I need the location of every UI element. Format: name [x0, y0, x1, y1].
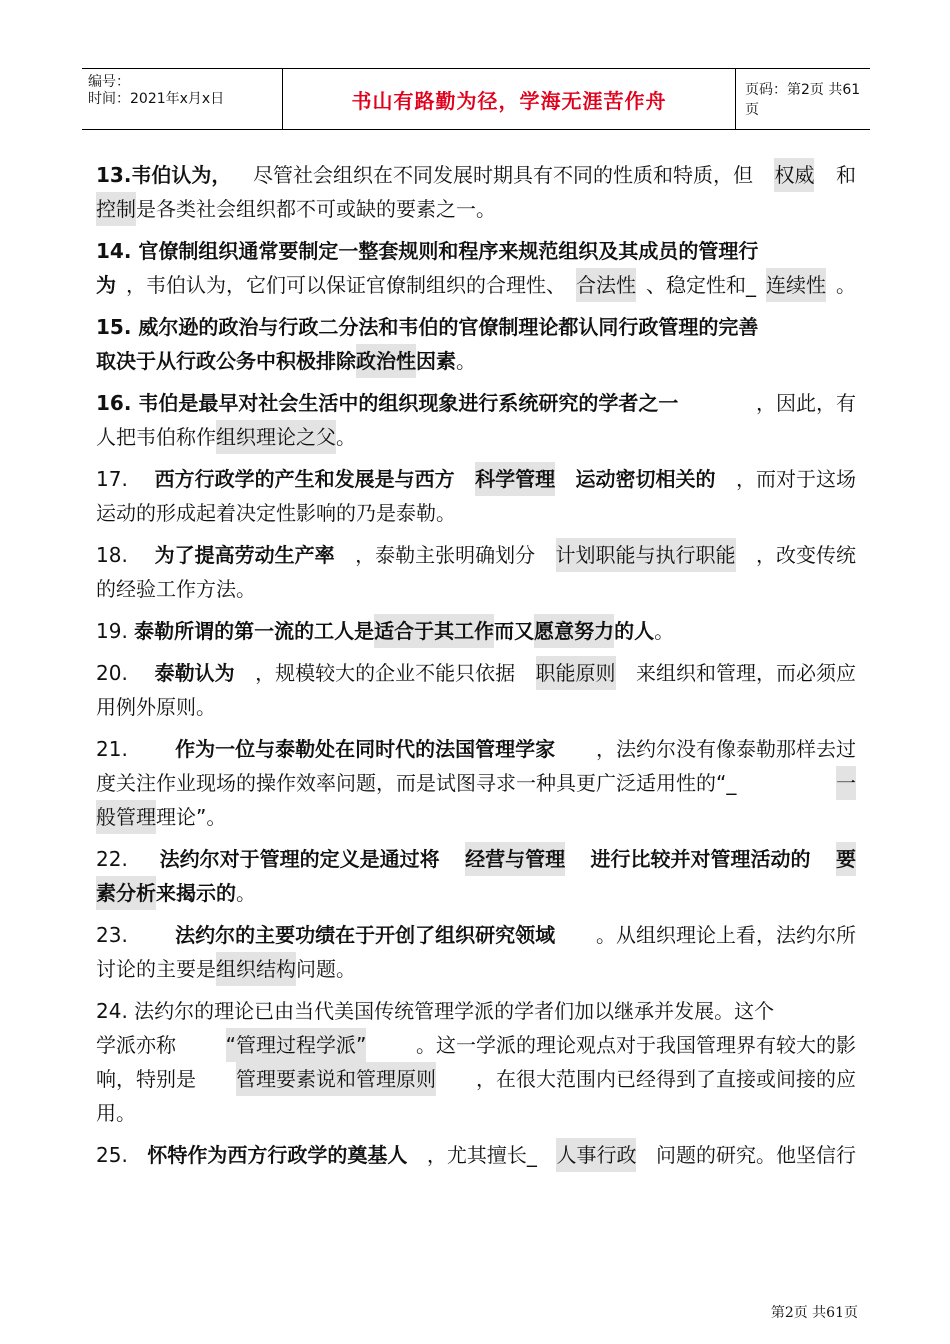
text-line	[96, 496, 856, 530]
highlighted-answer: 一	[836, 766, 856, 800]
text-segment: 学派亦称	[96, 1033, 176, 1057]
text-segment: 进行比较并对管理活动的	[590, 847, 811, 871]
text-segment: 人把韦伯称作	[96, 425, 216, 449]
text-segment: 问题的研究。他坚信行	[656, 1143, 856, 1167]
text-segment: 20.	[96, 661, 135, 685]
text-segment: 。	[654, 619, 675, 643]
text-line	[96, 268, 856, 302]
text-segment: 。	[336, 425, 356, 449]
highlighted-answer: 合法性	[576, 268, 636, 302]
text-segment: 25.	[96, 1143, 128, 1167]
text-segment: ，泰勒主张明确划分	[355, 543, 536, 567]
text-segment: 15. 威尔逊的政治与行政二分法和韦伯的官僚制理论都认同行政管理的完善	[96, 315, 759, 339]
text-segment: 和	[835, 163, 856, 187]
text-segment: 、稳定性和_	[646, 273, 756, 297]
highlighted-answer: 政治性	[356, 344, 416, 378]
text-line	[96, 1028, 856, 1062]
text-line	[96, 344, 856, 378]
text-line	[96, 614, 856, 648]
highlighted-answer: 计划职能与执行职能	[556, 538, 736, 572]
text-segment: 而又	[494, 619, 535, 643]
text-segment: 泰勒认为	[154, 661, 235, 685]
text-segment: 来组织和管理，而必须应	[635, 661, 856, 685]
text-segment: ，尤其擅长_	[426, 1143, 537, 1167]
page-number-label: 页码：第2页 共61页	[745, 82, 861, 118]
highlighted-answer: 素分析	[96, 876, 156, 910]
text-segment: 为了提高劳动生产率	[154, 543, 335, 567]
page-footer: 第2页 共61页	[770, 1305, 858, 1321]
text-line	[96, 572, 856, 606]
text-segment: 。	[456, 349, 476, 373]
text-segment: ，法约尔没有像泰勒那样去过	[595, 737, 856, 761]
text-line	[96, 420, 856, 454]
highlighted-answer: 组织结构	[216, 952, 296, 986]
text-segment: 讨论的主要是	[96, 957, 216, 981]
number-label: 编号：	[88, 74, 130, 90]
text-segment: 响，特别是	[96, 1067, 196, 1091]
text-segment: ，因此，有	[756, 391, 856, 415]
text-line	[96, 732, 856, 766]
highlighted-answer: 控制	[96, 192, 136, 226]
text-line	[96, 1096, 856, 1130]
text-segment: 用例外原则。	[96, 695, 216, 719]
text-segment: 17.	[96, 467, 135, 491]
text-segment: 13.韦伯认为，	[96, 163, 232, 187]
text-line	[96, 656, 856, 690]
text-line	[96, 462, 856, 496]
highlighted-answer: 般管理	[96, 800, 156, 834]
text-line	[96, 918, 856, 952]
highlighted-answer: 经营与管理	[465, 842, 565, 876]
text-segment: 怀特作为西方行政学的奠基人	[147, 1143, 408, 1167]
text-segment: 为	[96, 273, 116, 297]
text-segment: 来揭示的	[156, 881, 236, 905]
highlighted-answer: 适合于其工作	[374, 614, 494, 648]
text-line	[96, 538, 856, 572]
text-segment: 作为一位与泰勒处在同时代的法国管理学家	[175, 737, 556, 761]
page-header	[82, 68, 870, 130]
header-meta	[82, 69, 282, 129]
text-line	[96, 842, 856, 876]
text-segment: 。从组织理论上看，法约尔所	[595, 923, 856, 947]
highlighted-answer: 愿意努力	[534, 614, 614, 648]
text-segment: 23.	[96, 923, 135, 947]
text-segment: 泰勒所谓的第一流的工人是	[134, 619, 375, 643]
text-segment: 因素	[416, 349, 456, 373]
text-segment: 度关注作业现场的操作效率问题，而是试图寻求一种具更广泛适用性的“_	[96, 771, 737, 795]
text-segment: 19.	[96, 619, 135, 643]
text-line	[96, 234, 856, 268]
highlighted-answer: 职能原则	[536, 656, 616, 690]
text-segment: 的人	[614, 619, 655, 643]
text-line	[96, 1062, 856, 1096]
text-segment: 西方行政学的产生和发展是与西方	[154, 467, 455, 491]
text-segment: 用。	[96, 1101, 136, 1125]
motto: 书山有路勤为径，学海无涯苦作舟	[351, 88, 667, 113]
text-segment: 。	[236, 881, 256, 905]
highlighted-answer: 科学管理	[475, 462, 555, 496]
text-segment: 运动的形成起着决定性影响的乃是泰勒。	[96, 501, 456, 525]
highlighted-answer: “管理过程学派”	[226, 1028, 367, 1062]
text-line	[96, 1138, 856, 1172]
text-segment: 。	[836, 273, 856, 297]
text-segment: ，韦伯认为，它们可以保证官僚制组织的合理性、	[126, 273, 566, 297]
header-page-cell	[735, 69, 870, 129]
highlighted-answer: 人事行政	[556, 1138, 636, 1172]
text-segment: 的经验工作方法。	[96, 577, 256, 601]
highlighted-answer: 权威	[774, 158, 814, 192]
highlighted-answer: 要	[836, 842, 856, 876]
text-line	[96, 876, 856, 910]
text-segment: 。这一学派的理论观点对于我国管理界有较大的影	[415, 1033, 856, 1057]
text-line	[96, 800, 856, 834]
text-line	[96, 158, 856, 192]
text-segment: 运动密切相关的	[575, 467, 716, 491]
text-segment: 问题。	[296, 957, 356, 981]
highlighted-answer: 组织理论之父	[216, 420, 336, 454]
text-segment: 16. 韦伯是最早对社会生活中的组织现象进行系统研究的学者之一	[96, 391, 679, 415]
text-segment: 法约尔的主要功绩在于开创了组织研究领域	[175, 923, 556, 947]
text-segment: ，而对于这场	[735, 467, 856, 491]
text-segment: 理论”。	[156, 805, 227, 829]
highlighted-answer: 管理要素说和管理原则	[236, 1062, 436, 1096]
time-label: 时间：2021年x月x日	[88, 91, 225, 107]
text-segment: ，在很大范围内已经得到了直接或间接的应	[476, 1067, 856, 1091]
text-segment: 取决于从行政公务中积极排除	[96, 349, 356, 373]
text-line	[96, 386, 856, 420]
header-motto-cell	[282, 69, 736, 129]
text-segment: ，改变传统	[755, 543, 856, 567]
highlighted-answer: 连续性	[766, 268, 826, 302]
text-segment: 是各类社会组织都不可或缺的要素之一。	[136, 197, 496, 221]
text-line	[96, 766, 856, 800]
text-line	[96, 192, 856, 226]
text-segment: 尽管社会组织在不同发展时期具有不同的性质和特质，但	[252, 163, 753, 187]
text-segment: 21.	[96, 737, 135, 761]
text-segment: 24. 法约尔的理论已由当代美国传统管理学派的学者们加以继承并发展。这个	[96, 999, 775, 1023]
text-segment: 22.	[96, 847, 135, 871]
text-segment: 法约尔对于管理的定义是通过将	[159, 847, 440, 871]
text-segment: 14. 官僚制组织通常要制定一整套规则和程序来规范组织及其成员的管理行	[96, 239, 759, 263]
text-line	[96, 690, 856, 724]
text-segment: 18.	[96, 543, 135, 567]
text-line	[96, 994, 856, 1028]
text-segment: ，规模较大的企业不能只依据	[255, 661, 516, 685]
text-line	[96, 310, 856, 344]
text-line	[96, 952, 856, 986]
